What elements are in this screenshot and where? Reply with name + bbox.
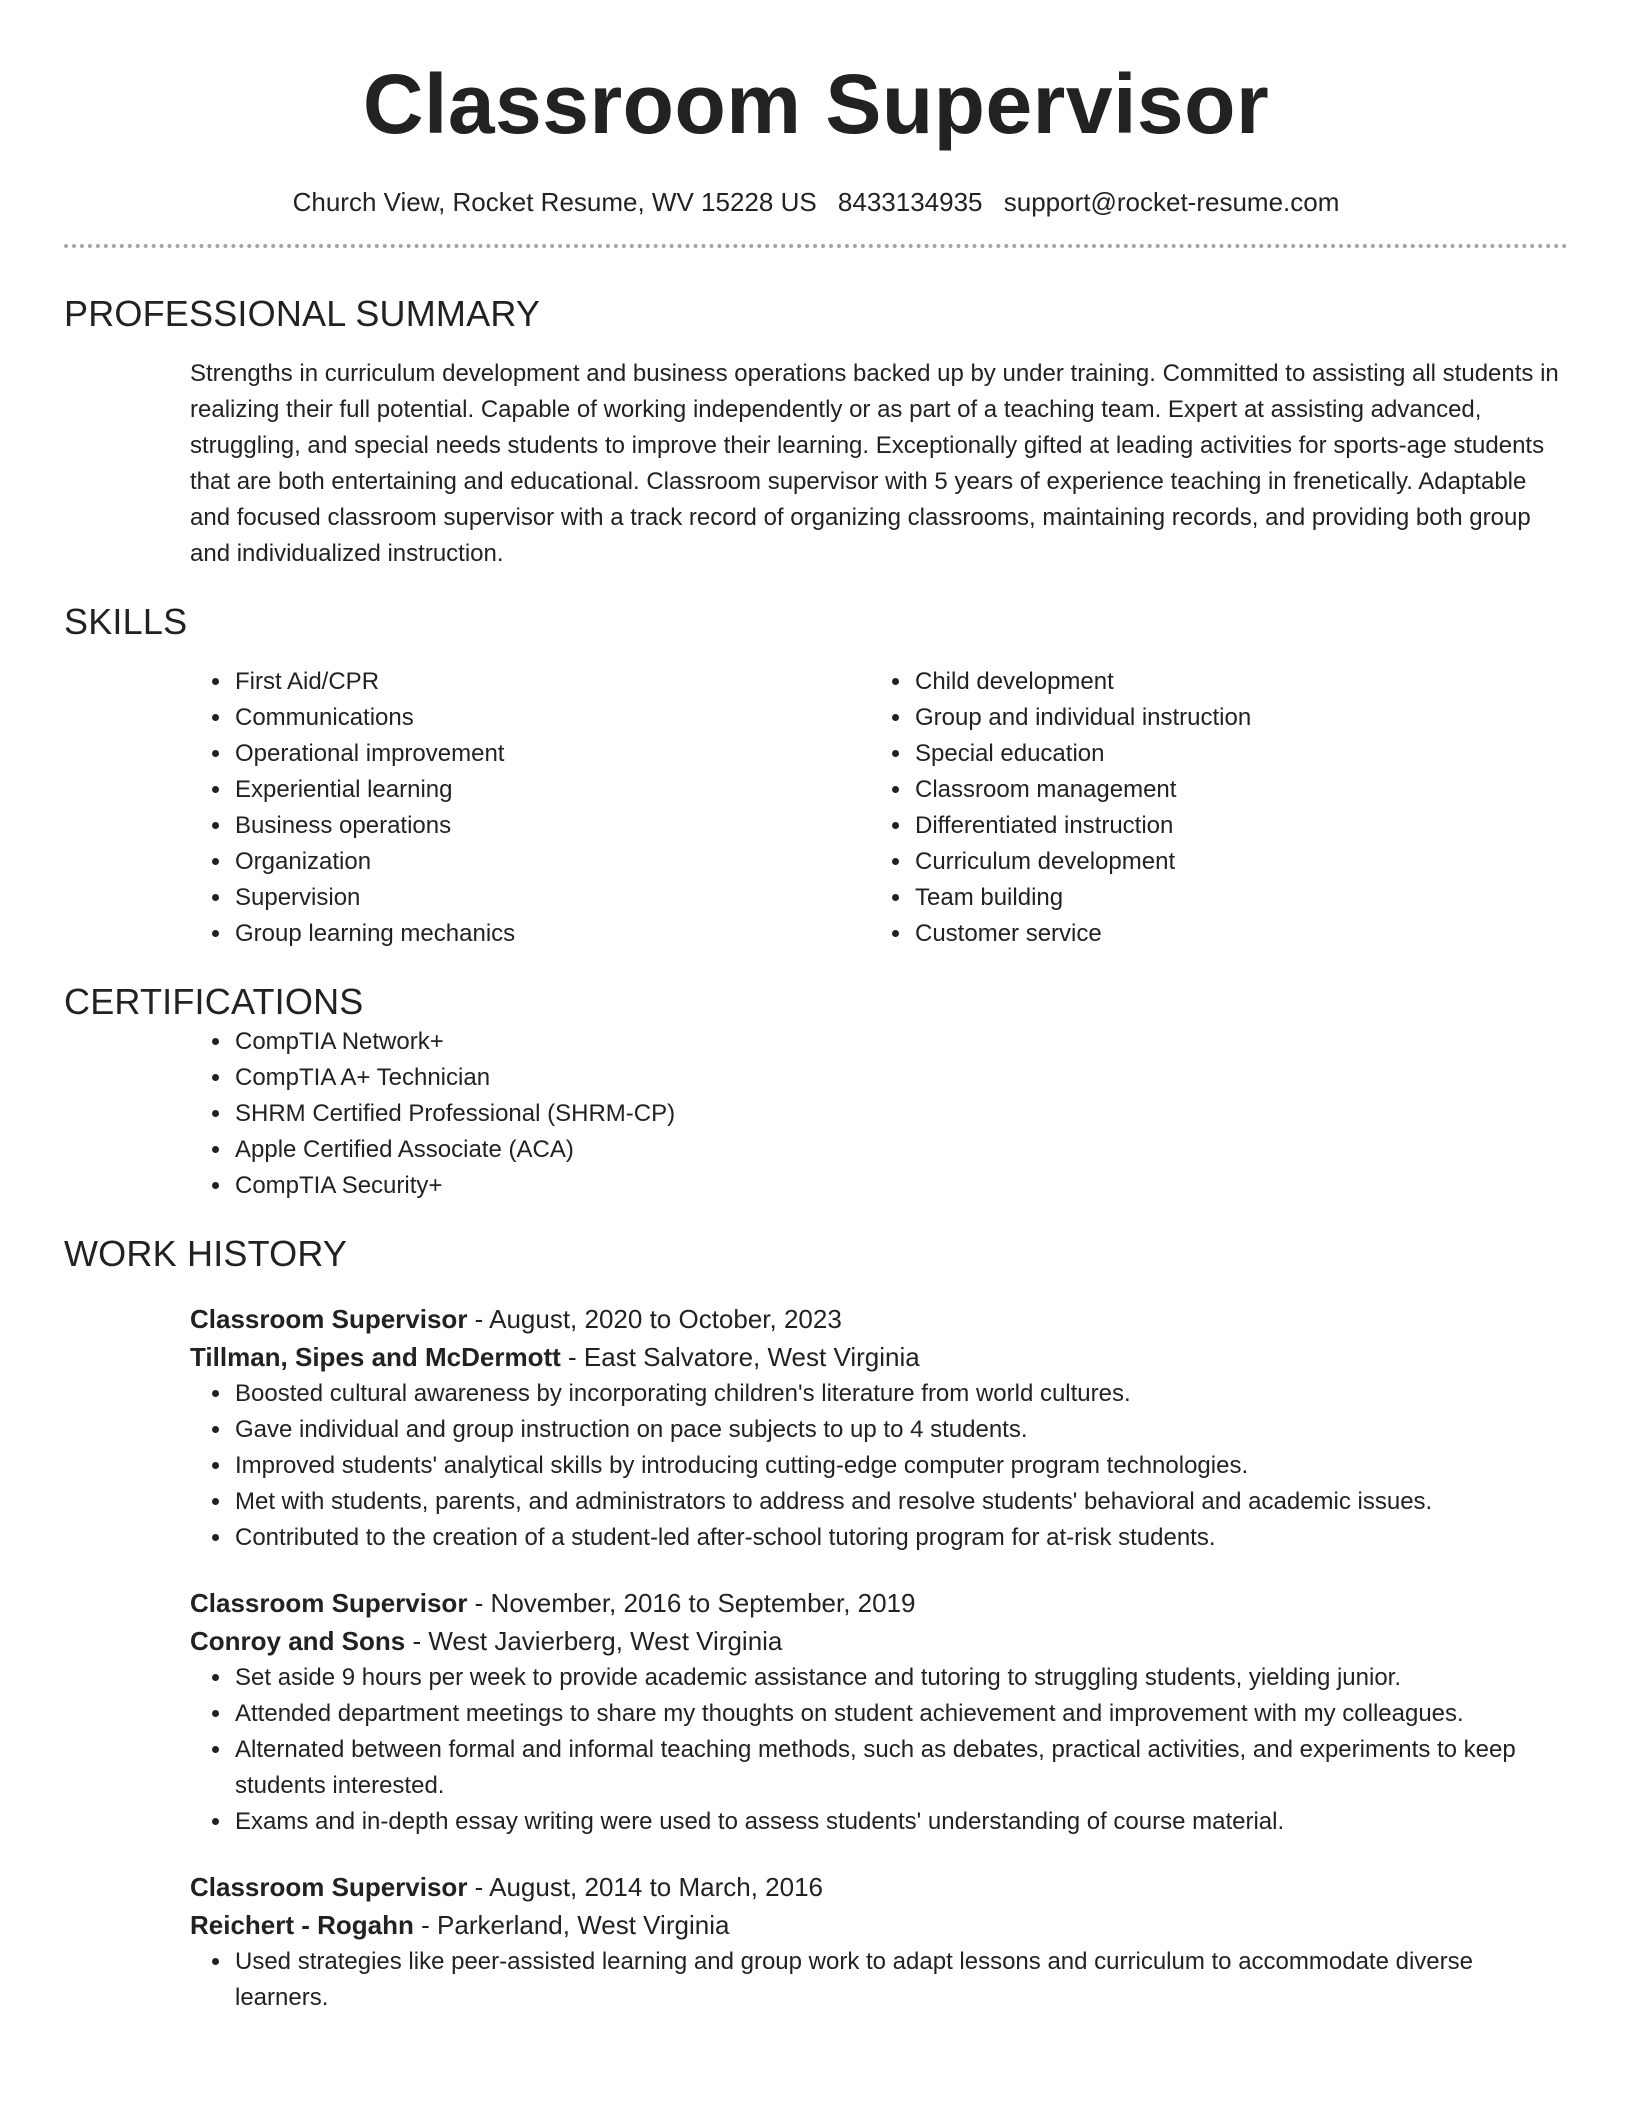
job-location: - East Salvatore, West Virginia	[560, 1342, 920, 1372]
job-bullet: • Exams and in-depth essay writing were used to assess students' understanding of course material.	[233, 1804, 1568, 1840]
job-role-line	[190, 1300, 1568, 1338]
job-role: Classroom Supervisor	[190, 1872, 468, 1902]
job-company-line	[190, 1622, 1568, 1660]
skill-item: • Business operations	[233, 808, 743, 844]
job-bullet: • Contributed to the creation of a student-led after-school tutoring program for at-risk students.	[233, 1520, 1568, 1556]
skill-item: • Special education	[913, 736, 1513, 772]
job-entry	[190, 1584, 1568, 1660]
job-dates: - November, 2016 to September, 2019	[467, 1588, 916, 1618]
certification-item: • CompTIA A+ Technician	[233, 1060, 1568, 1096]
skills-title: SKILLS	[64, 601, 188, 642]
contact-email[interactable]: support@rocket-resume.com	[1003, 187, 1340, 217]
skills-grid	[64, 664, 1568, 952]
job-company-line	[190, 1338, 1568, 1376]
job-company: Reichert - Rogahn	[190, 1910, 414, 1940]
job-bullet-list	[64, 1944, 1568, 2016]
summary-title: PROFESSIONAL SUMMARY	[64, 293, 541, 334]
work-history-section	[64, 1232, 1568, 2016]
job-bullet: • Gave individual and group instruction on pace subjects to up to 4 students.	[233, 1412, 1568, 1448]
header-divider	[64, 244, 1568, 248]
skill-item: • Customer service	[913, 916, 1513, 952]
skill-item: • Group learning mechanics	[233, 916, 743, 952]
job-entry	[190, 1868, 1568, 1944]
skills-section	[64, 600, 1568, 952]
job-bullet: • Used strategies like peer-assisted learning and group work to adapt lessons and curriculum to accommodate diverse learners.	[233, 1944, 1568, 2016]
job-location: - West Javierberg, West Virginia	[405, 1626, 783, 1656]
skill-item: • Team building	[913, 880, 1513, 916]
job-role: Classroom Supervisor	[190, 1588, 468, 1618]
skill-item: • Communications	[233, 700, 743, 736]
skill-item: • Child development	[913, 664, 1513, 700]
skill-item: • Operational improvement	[233, 736, 743, 772]
certification-item: • SHRM Certified Professional (SHRM-CP)	[233, 1096, 1568, 1132]
work-history-title: WORK HISTORY	[64, 1233, 348, 1274]
job-bullet: • Improved students' analytical skills by introducing cutting-edge computer program technologies.	[233, 1448, 1568, 1484]
job-location: - Parkerland, West Virginia	[413, 1910, 730, 1940]
job-bullet: • Set aside 9 hours per week to provide academic assistance and tutoring to struggling students, yielding junior.	[233, 1660, 1568, 1696]
job-bullet-list	[64, 1660, 1568, 1840]
job-company-line	[190, 1906, 1568, 1944]
job-entry	[190, 1300, 1568, 1376]
certification-item: • CompTIA Security+	[233, 1168, 1568, 1204]
skill-item: • Group and individual instruction	[913, 700, 1513, 736]
skill-item: • Supervision	[233, 880, 743, 916]
skill-item: • Experiential learning	[233, 772, 743, 808]
job-role-line	[190, 1584, 1568, 1622]
job-bullet-list	[64, 1376, 1568, 1556]
certifications-list	[64, 1024, 1568, 1204]
job-dates: - August, 2020 to October, 2023	[467, 1304, 842, 1334]
skills-list-right	[743, 664, 1513, 952]
job-dates: - August, 2014 to March, 2016	[467, 1872, 823, 1902]
contact-phone: 8433134935	[837, 187, 983, 217]
job-bullet: • Alternated between formal and informal teaching methods, such as debates, practical activities, and experiments to keep students interested.	[233, 1732, 1568, 1804]
skill-item: • Organization	[233, 844, 743, 880]
certifications-section	[64, 980, 1568, 1204]
job-role: Classroom Supervisor	[190, 1304, 468, 1334]
contact-line	[64, 186, 1568, 218]
skills-list-left	[64, 664, 743, 952]
skill-item: • Differentiated instruction	[913, 808, 1513, 844]
resume-name: Classroom Supervisor	[362, 57, 1270, 151]
job-bullet: • Attended department meetings to share my thoughts on student achievement and improvement with my colleagues.	[233, 1696, 1568, 1732]
job-role-line	[190, 1868, 1568, 1906]
skill-item: • Curriculum development	[913, 844, 1513, 880]
certifications-title: CERTIFICATIONS	[64, 981, 364, 1022]
skill-item: • First Aid/CPR	[233, 664, 743, 700]
job-company: Tillman, Sipes and McDermott	[190, 1342, 561, 1372]
job-bullet: • Met with students, parents, and administrators to address and resolve students' behavioral and academic issues.	[233, 1484, 1568, 1520]
job-bullet: • Boosted cultural awareness by incorporating children's literature from world cultures.	[233, 1376, 1568, 1412]
skill-item: • Classroom management	[913, 772, 1513, 808]
summary-text: Strengths in curriculum development and business operations backed up by under training. Committed to assisting all students in realizing their full potential. Capable of working independently or as part of a teaching team. Expert at assisting advanced, struggling, and special needs students to improve their learning. Exceptionally gifted at leading activities for sports-age students that are both entertaining and educational. Classroom supervisor with 5 years of experience teaching in frenetically. Adaptable and focused classroom supervisor with a track record of organizing classrooms, maintaining records, and providing both group and individualized instruction.	[190, 360, 1559, 567]
certification-item: • Apple Certified Associate (ACA)	[233, 1132, 1568, 1168]
certification-item: • CompTIA Network+	[233, 1024, 1568, 1060]
job-company: Conroy and Sons	[190, 1626, 406, 1656]
contact-address: Church View, Rocket Resume, WV 15228 US	[292, 187, 817, 217]
